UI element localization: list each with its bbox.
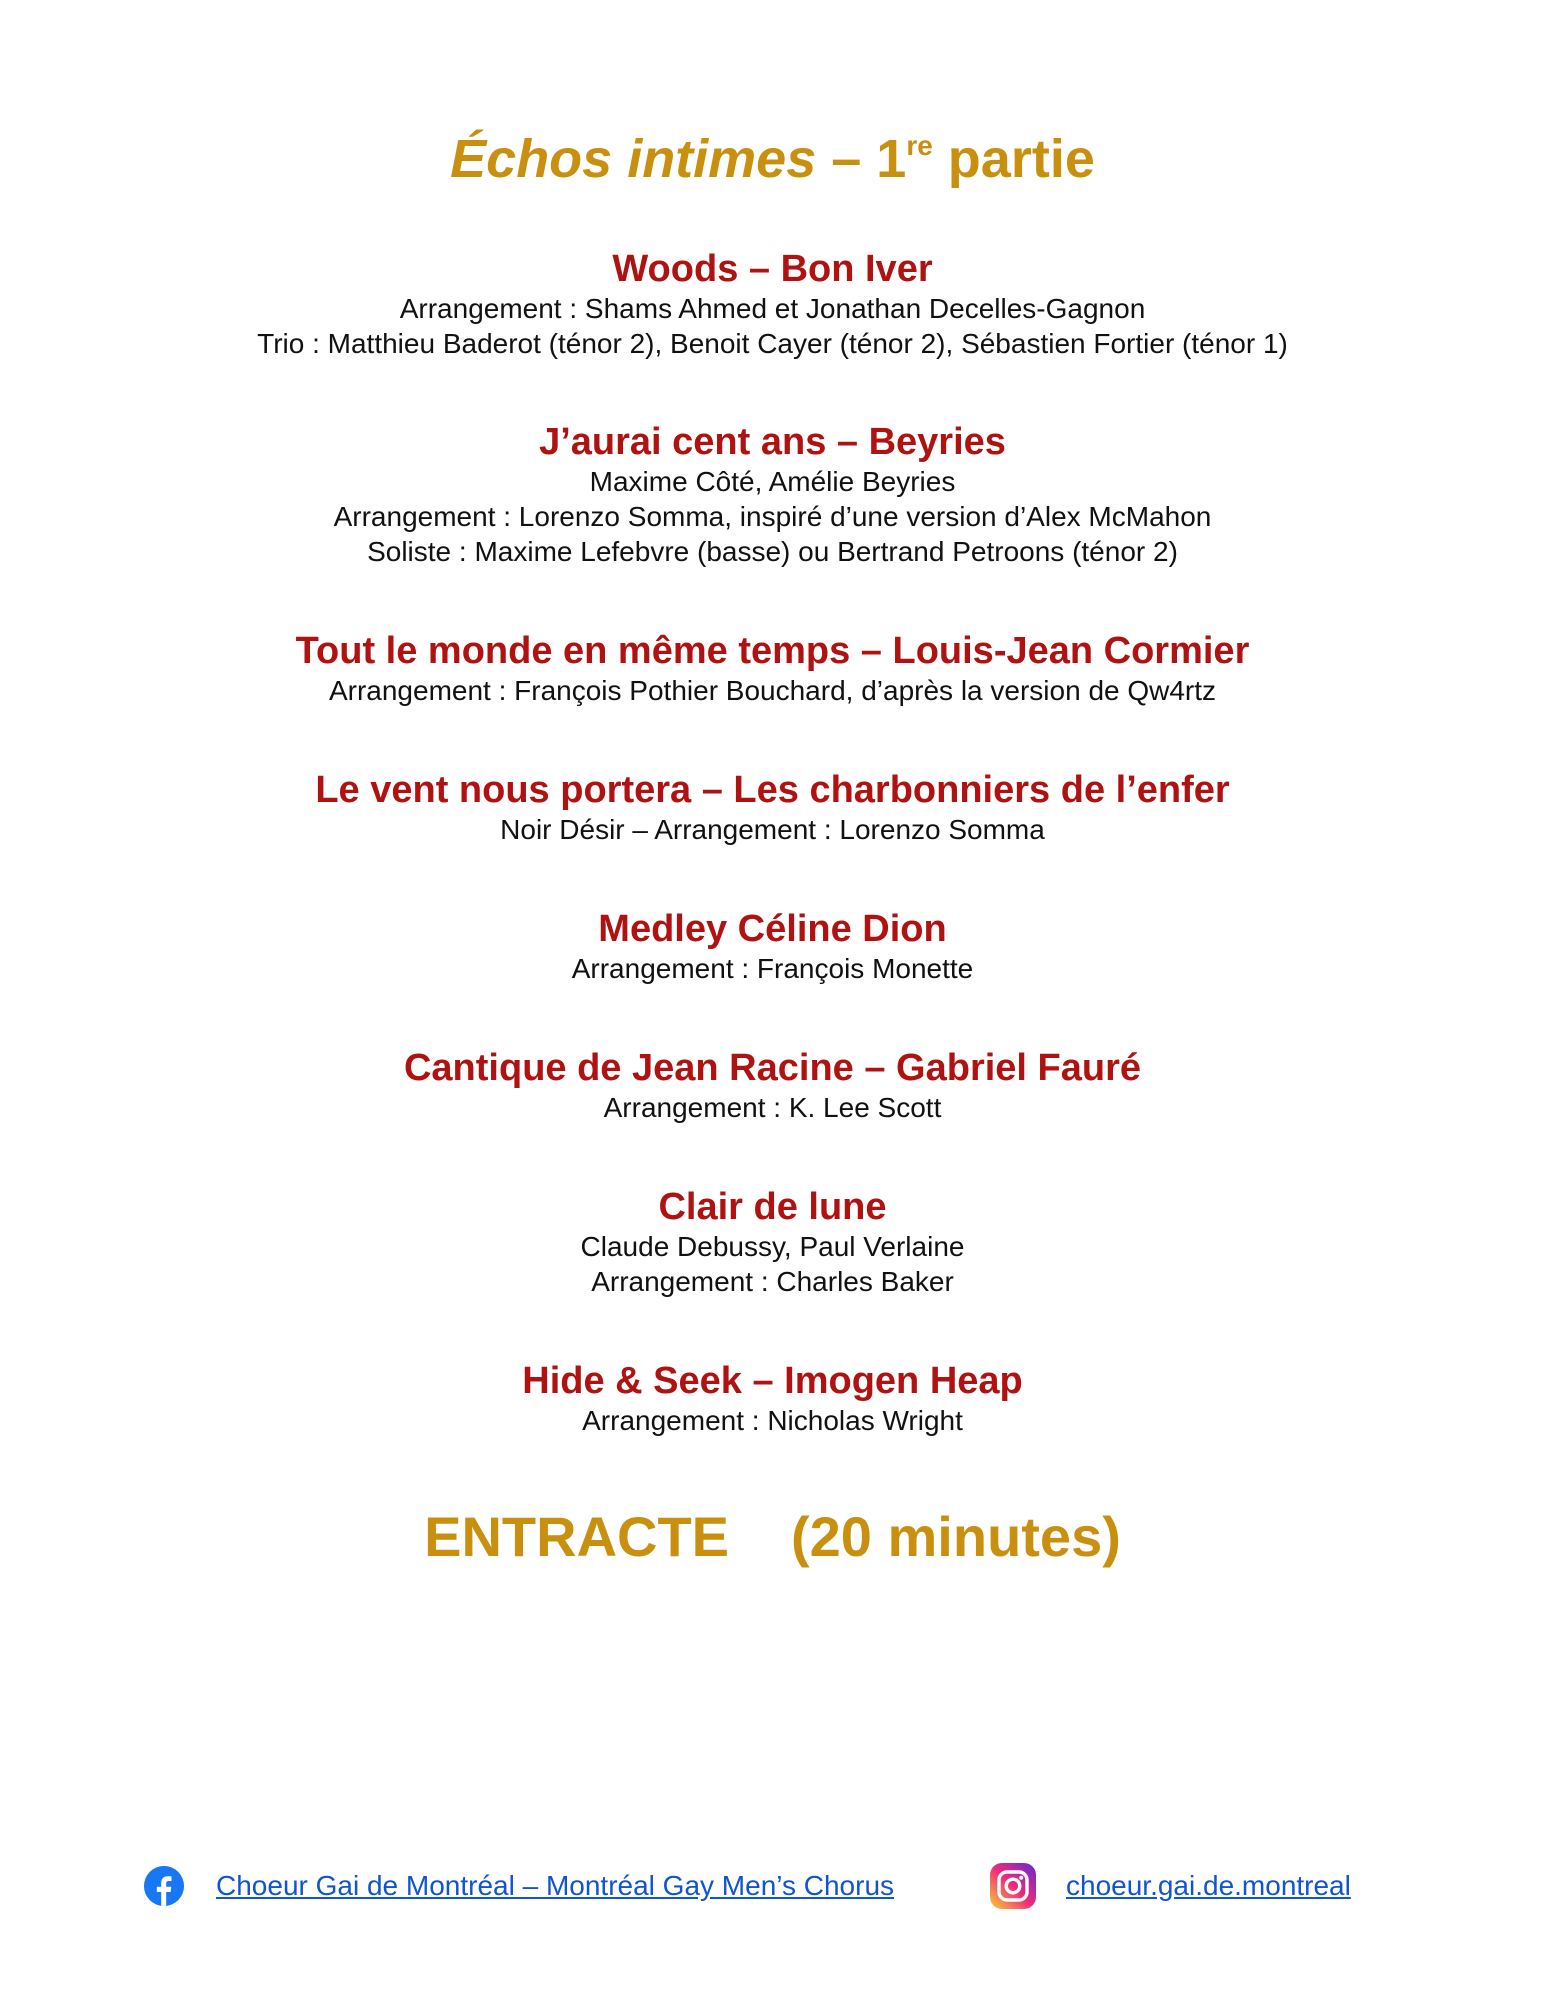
intermission-duration: (20 minutes)	[791, 1505, 1121, 1568]
page-title-superscript: re	[906, 130, 933, 161]
program-item-cantique	[0, 1046, 1545, 1125]
instagram-icon	[990, 1863, 1036, 1909]
song-title: Tout le monde en même temps – Louis-Jean Cormier	[295, 630, 1250, 672]
program-item-woods	[0, 247, 1545, 361]
facebook-link[interactable]	[144, 1862, 894, 1910]
song-credit: Arrangement : Lorenzo Somma, inspiré d’une version d’Alex McMahon	[333, 501, 1212, 532]
song-title: Clair de lune	[658, 1186, 887, 1228]
song-credit: Maxime Côté, Amélie Beyries	[589, 466, 956, 497]
program-item-jaurai-cent-ans	[0, 420, 1545, 569]
song-credit: Arrangement : Nicholas Wright	[582, 1405, 963, 1436]
song-title: Cantique de Jean Racine – Gabriel Fauré	[403, 1047, 1142, 1089]
program-item-le-vent	[0, 768, 1545, 847]
song-credit: Arrangement : Shams Ahmed et Jonathan Decelles-Gagnon	[399, 293, 1146, 324]
footer	[0, 1862, 1545, 1910]
facebook-link-label[interactable]: Choeur Gai de Montréal – Montréal Gay Men’s Chorus	[216, 1870, 895, 1901]
intermission-heading	[0, 1502, 1545, 1572]
song-credit: Noir Désir – Arrangement : Lorenzo Somma	[500, 814, 1045, 845]
song-title: Medley Céline Dion	[598, 908, 947, 950]
page-title-main: Échos intimes	[450, 129, 817, 189]
instagram-link[interactable]	[990, 1862, 1351, 1910]
page-title-suffix: partie	[932, 129, 1095, 189]
program-item-hide-and-seek	[0, 1359, 1545, 1438]
page-title	[0, 124, 1545, 194]
program-item-tout-le-monde	[0, 629, 1545, 708]
song-credit: Soliste : Maxime Lefebvre (basse) ou Bertrand Petroons (ténor 2)	[367, 536, 1178, 567]
song-credit: Arrangement : François Pothier Bouchard, d’après la version de Qw4rtz	[328, 675, 1217, 706]
song-credit: Arrangement : Charles Baker	[591, 1266, 954, 1297]
song-credit: Claude Debussy, Paul Verlaine	[580, 1231, 965, 1262]
instagram-link-label[interactable]: choeur.gai.de.montreal	[1066, 1870, 1351, 1901]
song-title: J’aurai cent ans – Beyries	[539, 421, 1006, 463]
intermission-label: ENTRACTE	[424, 1505, 730, 1568]
song-credit: Arrangement : K. Lee Scott	[603, 1092, 942, 1123]
facebook-icon	[144, 1866, 184, 1906]
program-item-medley-celine-dion	[0, 907, 1545, 986]
song-title: Hide & Seek – Imogen Heap	[522, 1360, 1023, 1402]
program-item-clair-de-lune	[0, 1185, 1545, 1299]
song-title: Woods – Bon Iver	[612, 248, 933, 290]
song-title: Le vent nous portera – Les charbonniers de l’enfer	[315, 769, 1230, 811]
song-credit: Arrangement : François Monette	[571, 953, 974, 984]
page-title-dash: – 1	[816, 129, 907, 189]
song-credit: Trio : Matthieu Baderot (ténor 2), Benoit Cayer (ténor 2), Sébastien Fortier (ténor 1)	[257, 328, 1288, 359]
